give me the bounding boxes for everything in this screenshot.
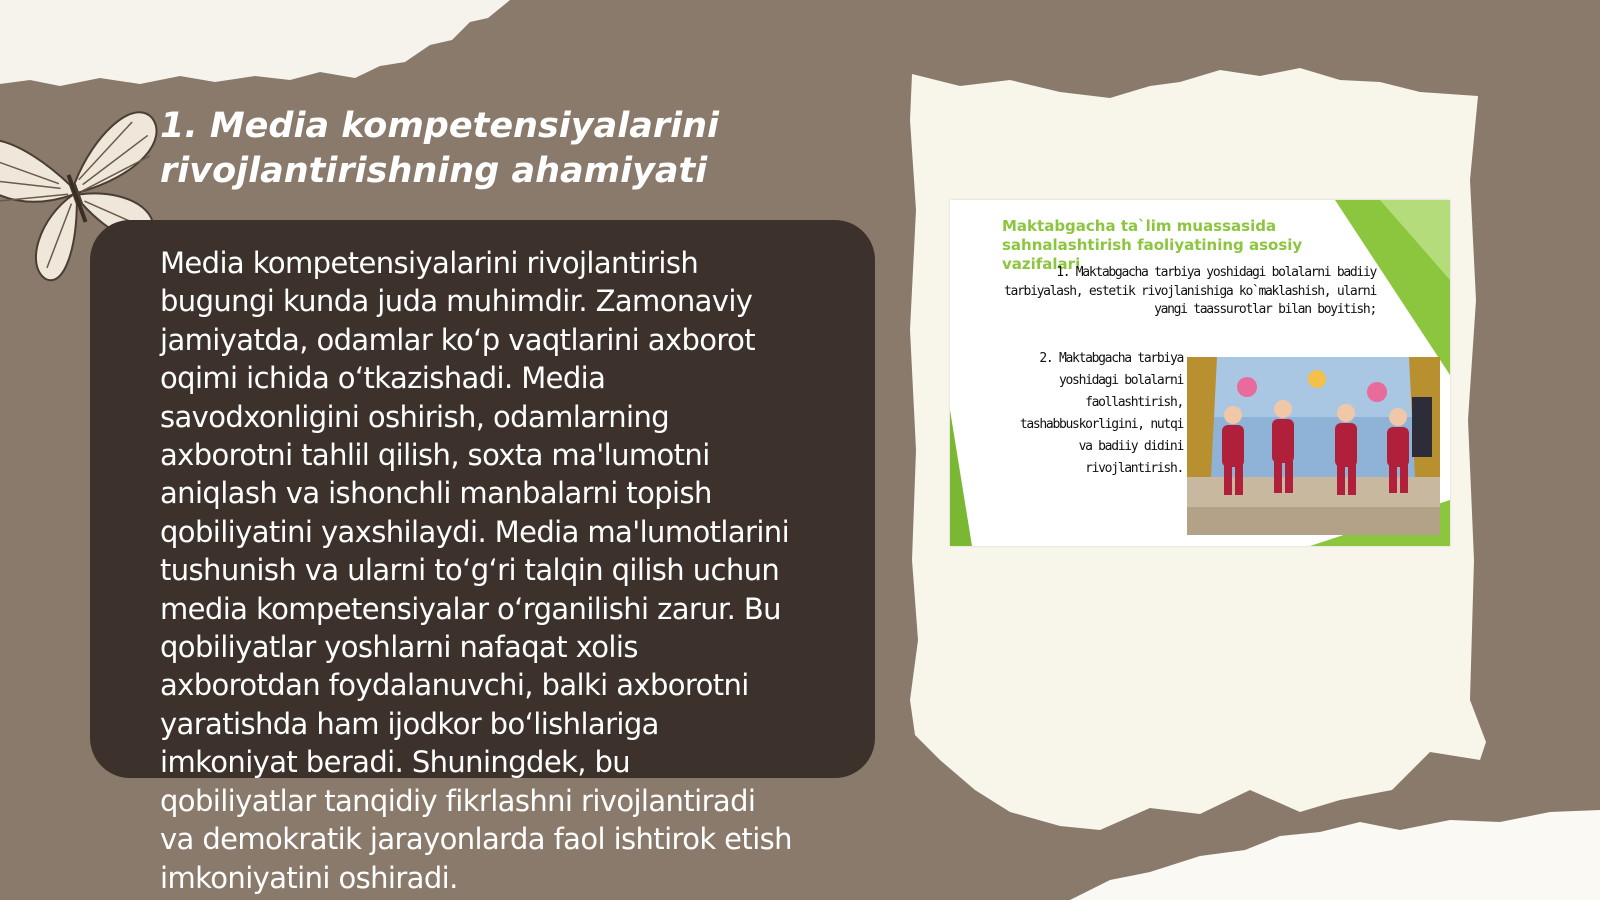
slide-point-line: rivojlantirish. (1085, 461, 1183, 476)
slide-title-line: Maktabgacha ta`lim muassasida (1002, 217, 1277, 235)
body-line: qobiliyatlar yoshlarni nafaqat xolis (160, 630, 638, 665)
body-line: jamiyatda, odamlar ko‘p vaqtlarini axborot (160, 322, 756, 357)
slide-point-line: yoshidagi bolalarni (1058, 373, 1183, 388)
title-line: rivojlantirishning ahamiyati (160, 151, 708, 191)
slide-point-2 (983, 348, 1183, 480)
body-line: Media kompetensiyalarini rivojlantirish (160, 246, 699, 280)
body-line: bugungi kunda juda muhimdir. Zamonaviy (160, 284, 753, 319)
body-line: tushunish va ularni to‘g‘ri talqin qilish uchun (160, 553, 780, 588)
slide-point-line: va badiiy didini (1078, 439, 1183, 454)
body-line: imkoniyat beradi. Shuningdek, bu (160, 745, 631, 780)
torn-paper-top-left (0, 0, 510, 86)
embedded-slide (950, 200, 1450, 546)
slide-point-line: tarbiyalash, estetik rivojlanishiga ko`maklashish, ularni (1003, 283, 1376, 299)
body-line: va demokratik jarayonlarda faol ishtirok etish (160, 822, 792, 857)
body-line: imkoniyatini oshiradi. (160, 860, 458, 895)
body-line: yaratishda ham ijodkor bo‘lishlariga (160, 706, 659, 741)
body-line: qobiliyatlar tanqidiy fikrlashni rivojlantiradi (160, 783, 756, 818)
slide-point-line: 2. Maktabgacha tarbiya (1039, 351, 1183, 366)
slide-point-line: faollashtirish, (1085, 395, 1183, 410)
slide-point-line: 1. Maktabgacha tarbiya yoshidagi bolalarni badiiy (1056, 265, 1376, 280)
slide-point-line: yangi taassurotlar bilan boyitish; (1154, 302, 1376, 317)
title-line: 1. Media kompetensiyalarini (160, 106, 720, 146)
page-title (160, 104, 780, 194)
slide-title-line: sahnalashtirish faoliyatining asosiy (1002, 236, 1303, 254)
slide-title-line: vazifalari (1002, 255, 1081, 273)
body-line: oqimi ichida o‘tkazishadi. Media (160, 361, 606, 396)
body-line: savodxonligini oshirish, odamlarning (160, 399, 670, 434)
children-dancing-photo (1187, 357, 1440, 535)
green-shape-left (950, 410, 972, 546)
slide-point-line: tashabbuskorligini, nutqi (1019, 417, 1183, 432)
body-line: qobiliyatini yaxshilaydi. Media ma'lumotlarini (160, 514, 790, 549)
torn-paper-bottom-right (1070, 810, 1600, 900)
body-paragraph (160, 244, 860, 897)
body-line: axborotni tahlil qilish, soxta ma'lumotni (160, 438, 710, 473)
slide-point-1 (976, 264, 1376, 320)
body-line: media kompetensiyalar o‘rganilishi zarur. Bu (160, 591, 781, 626)
body-line: axborotdan foydalanuvchi, balki axborotni (160, 668, 749, 703)
body-line: aniqlash va ishonchli manbalarni topish (160, 476, 712, 511)
